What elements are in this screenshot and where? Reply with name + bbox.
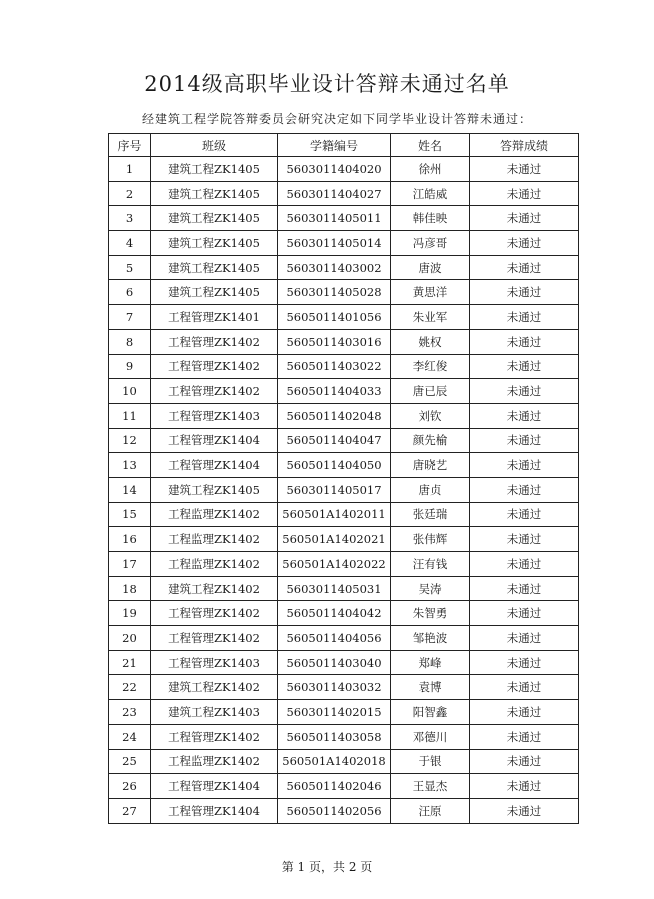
cell-name: 姚权	[391, 329, 470, 354]
cell-student-id: 5605011402046	[278, 774, 391, 799]
cell-student-id: 5605011403016	[278, 329, 391, 354]
cell-name: 吴涛	[391, 576, 470, 601]
cell-name: 朱智勇	[391, 601, 470, 626]
table-row	[109, 206, 579, 231]
cell-index: 9	[109, 354, 151, 379]
cell-student-id: 5605011404056	[278, 626, 391, 651]
table-row	[109, 527, 579, 552]
cell-index: 12	[109, 428, 151, 453]
cell-result: 未通过	[470, 428, 579, 453]
cell-name: 刘钦	[391, 403, 470, 428]
cell-student-id: 5603011404027	[278, 181, 391, 206]
cell-student-id: 5605011403058	[278, 724, 391, 749]
cell-index: 15	[109, 502, 151, 527]
cell-name: 邹艳波	[391, 626, 470, 651]
cell-class: 工程管理ZK1402	[151, 724, 278, 749]
page-footer: 第 1 页，共 2 页	[281, 860, 373, 874]
cell-result: 未通过	[470, 477, 579, 502]
table-header-row	[109, 134, 579, 157]
cell-student-id: 560501A1402022	[278, 552, 391, 577]
cell-class: 工程管理ZK1402	[151, 354, 278, 379]
cell-class: 工程管理ZK1404	[151, 798, 278, 823]
table-row	[109, 255, 579, 280]
cell-class: 工程管理ZK1402	[151, 601, 278, 626]
cell-name: 唐波	[391, 255, 470, 280]
cell-student-id: 5605011404047	[278, 428, 391, 453]
table-body	[109, 157, 579, 824]
cell-class: 工程管理ZK1404	[151, 453, 278, 478]
table-row	[109, 280, 579, 305]
cell-index: 8	[109, 329, 151, 354]
cell-name: 颜先榆	[391, 428, 470, 453]
cell-result: 未通过	[470, 576, 579, 601]
cell-result: 未通过	[470, 798, 579, 823]
cell-result: 未通过	[470, 774, 579, 799]
cell-result: 未通过	[470, 157, 579, 182]
table-row	[109, 700, 579, 725]
table-row	[109, 157, 579, 182]
cell-name: 李红俊	[391, 354, 470, 379]
cell-student-id: 5603011403002	[278, 255, 391, 280]
cell-class: 建筑工程ZK1405	[151, 206, 278, 231]
results-table	[108, 133, 579, 824]
table-row	[109, 749, 579, 774]
cell-class: 建筑工程ZK1405	[151, 280, 278, 305]
cell-student-id: 5605011404033	[278, 379, 391, 404]
cell-index: 27	[109, 798, 151, 823]
cell-result: 未通过	[470, 724, 579, 749]
cell-name: 王显杰	[391, 774, 470, 799]
cell-result: 未通过	[470, 231, 579, 256]
table-row	[109, 453, 579, 478]
cell-student-id: 560501A1402018	[278, 749, 391, 774]
cell-name: 邓德川	[391, 724, 470, 749]
cell-name: 江皓威	[391, 181, 470, 206]
cell-class: 建筑工程ZK1402	[151, 576, 278, 601]
table-row	[109, 724, 579, 749]
cell-class: 工程管理ZK1402	[151, 626, 278, 651]
cell-result: 未通过	[470, 329, 579, 354]
table-row	[109, 231, 579, 256]
cell-student-id: 5603011405014	[278, 231, 391, 256]
cell-index: 18	[109, 576, 151, 601]
cell-name: 唐贞	[391, 477, 470, 502]
cell-result: 未通过	[470, 280, 579, 305]
cell-name: 汪原	[391, 798, 470, 823]
cell-student-id: 5605011404042	[278, 601, 391, 626]
table-row	[109, 798, 579, 823]
cell-class: 建筑工程ZK1405	[151, 477, 278, 502]
cell-index: 11	[109, 403, 151, 428]
cell-result: 未通过	[470, 675, 579, 700]
cell-student-id: 5605011402056	[278, 798, 391, 823]
cell-name: 朱业军	[391, 305, 470, 330]
cell-result: 未通过	[470, 650, 579, 675]
cell-student-id: 5605011402048	[278, 403, 391, 428]
cell-result: 未通过	[470, 552, 579, 577]
cell-index: 22	[109, 675, 151, 700]
cell-student-id: 560501A1402021	[278, 527, 391, 552]
cell-result: 未通过	[470, 255, 579, 280]
cell-student-id: 5603011404020	[278, 157, 391, 182]
cell-student-id: 5605011403022	[278, 354, 391, 379]
cell-student-id: 5605011403040	[278, 650, 391, 675]
cell-class: 工程管理ZK1402	[151, 379, 278, 404]
cell-student-id: 5603011403032	[278, 675, 391, 700]
cell-index: 24	[109, 724, 151, 749]
table-row	[109, 601, 579, 626]
table-row	[109, 354, 579, 379]
cell-class: 建筑工程ZK1405	[151, 231, 278, 256]
cell-result: 未通过	[470, 700, 579, 725]
cell-index: 19	[109, 601, 151, 626]
cell-name: 唐已辰	[391, 379, 470, 404]
cell-index: 25	[109, 749, 151, 774]
cell-index: 2	[109, 181, 151, 206]
cell-class: 工程监理ZK1402	[151, 502, 278, 527]
cell-student-id: 5603011402015	[278, 700, 391, 725]
cell-result: 未通过	[470, 206, 579, 231]
cell-class: 工程监理ZK1402	[151, 749, 278, 774]
cell-index: 26	[109, 774, 151, 799]
cell-index: 14	[109, 477, 151, 502]
cell-index: 23	[109, 700, 151, 725]
cell-index: 13	[109, 453, 151, 478]
cell-result: 未通过	[470, 749, 579, 774]
cell-name: 汪有钱	[391, 552, 470, 577]
table-row	[109, 502, 579, 527]
table-row	[109, 181, 579, 206]
table-row	[109, 305, 579, 330]
cell-class: 工程管理ZK1401	[151, 305, 278, 330]
header-index: 序号	[109, 134, 151, 157]
cell-student-id: 5603011405028	[278, 280, 391, 305]
header-name: 姓名	[391, 134, 470, 157]
cell-student-id: 5603011405011	[278, 206, 391, 231]
table-row	[109, 477, 579, 502]
cell-result: 未通过	[470, 601, 579, 626]
cell-name: 袁博	[391, 675, 470, 700]
cell-result: 未通过	[470, 403, 579, 428]
cell-class: 建筑工程ZK1403	[151, 700, 278, 725]
cell-name: 于银	[391, 749, 470, 774]
cell-student-id: 5603011405031	[278, 576, 391, 601]
header-class: 班级	[151, 134, 278, 157]
cell-index: 4	[109, 231, 151, 256]
cell-index: 20	[109, 626, 151, 651]
table-row	[109, 428, 579, 453]
cell-student-id: 5603011405017	[278, 477, 391, 502]
cell-name: 冯彦哥	[391, 231, 470, 256]
cell-result: 未通过	[470, 181, 579, 206]
subtitle: 经建筑工程学院答辩委员会研究决定如下同学毕业设计答辩未通过：	[142, 112, 533, 126]
cell-class: 建筑工程ZK1402	[151, 675, 278, 700]
cell-name: 韩佳映	[391, 206, 470, 231]
cell-student-id: 5605011401056	[278, 305, 391, 330]
table-row	[109, 329, 579, 354]
cell-class: 工程管理ZK1404	[151, 428, 278, 453]
table-row	[109, 552, 579, 577]
cell-class: 建筑工程ZK1405	[151, 157, 278, 182]
cell-class: 工程监理ZK1402	[151, 552, 278, 577]
cell-class: 工程管理ZK1404	[151, 774, 278, 799]
table-row	[109, 650, 579, 675]
cell-result: 未通过	[470, 626, 579, 651]
cell-index: 16	[109, 527, 151, 552]
cell-class: 建筑工程ZK1405	[151, 181, 278, 206]
header-result: 答辩成绩	[470, 134, 579, 157]
page-title: 2014级高职毕业设计答辩未通过名单	[144, 72, 510, 96]
cell-name: 张伟辉	[391, 527, 470, 552]
cell-class: 建筑工程ZK1405	[151, 255, 278, 280]
cell-student-id: 560501A1402011	[278, 502, 391, 527]
cell-name: 阳智鑫	[391, 700, 470, 725]
cell-name: 郑峰	[391, 650, 470, 675]
cell-class: 工程管理ZK1403	[151, 403, 278, 428]
cell-index: 6	[109, 280, 151, 305]
cell-result: 未通过	[470, 379, 579, 404]
cell-result: 未通过	[470, 527, 579, 552]
cell-name: 张廷瑞	[391, 502, 470, 527]
table-row	[109, 675, 579, 700]
cell-index: 21	[109, 650, 151, 675]
cell-index: 5	[109, 255, 151, 280]
table-row	[109, 626, 579, 651]
cell-index: 10	[109, 379, 151, 404]
cell-result: 未通过	[470, 502, 579, 527]
cell-student-id: 5605011404050	[278, 453, 391, 478]
cell-name: 徐州	[391, 157, 470, 182]
cell-name: 黄思洋	[391, 280, 470, 305]
cell-result: 未通过	[470, 354, 579, 379]
header-student-id: 学籍编号	[278, 134, 391, 157]
cell-result: 未通过	[470, 305, 579, 330]
table-row	[109, 403, 579, 428]
cell-index: 17	[109, 552, 151, 577]
cell-class: 工程监理ZK1402	[151, 527, 278, 552]
cell-index: 3	[109, 206, 151, 231]
cell-class: 工程管理ZK1402	[151, 329, 278, 354]
table-row	[109, 774, 579, 799]
cell-index: 7	[109, 305, 151, 330]
cell-index: 1	[109, 157, 151, 182]
cell-result: 未通过	[470, 453, 579, 478]
cell-class: 工程管理ZK1403	[151, 650, 278, 675]
cell-name: 唐晓艺	[391, 453, 470, 478]
table-row	[109, 379, 579, 404]
table-row	[109, 576, 579, 601]
